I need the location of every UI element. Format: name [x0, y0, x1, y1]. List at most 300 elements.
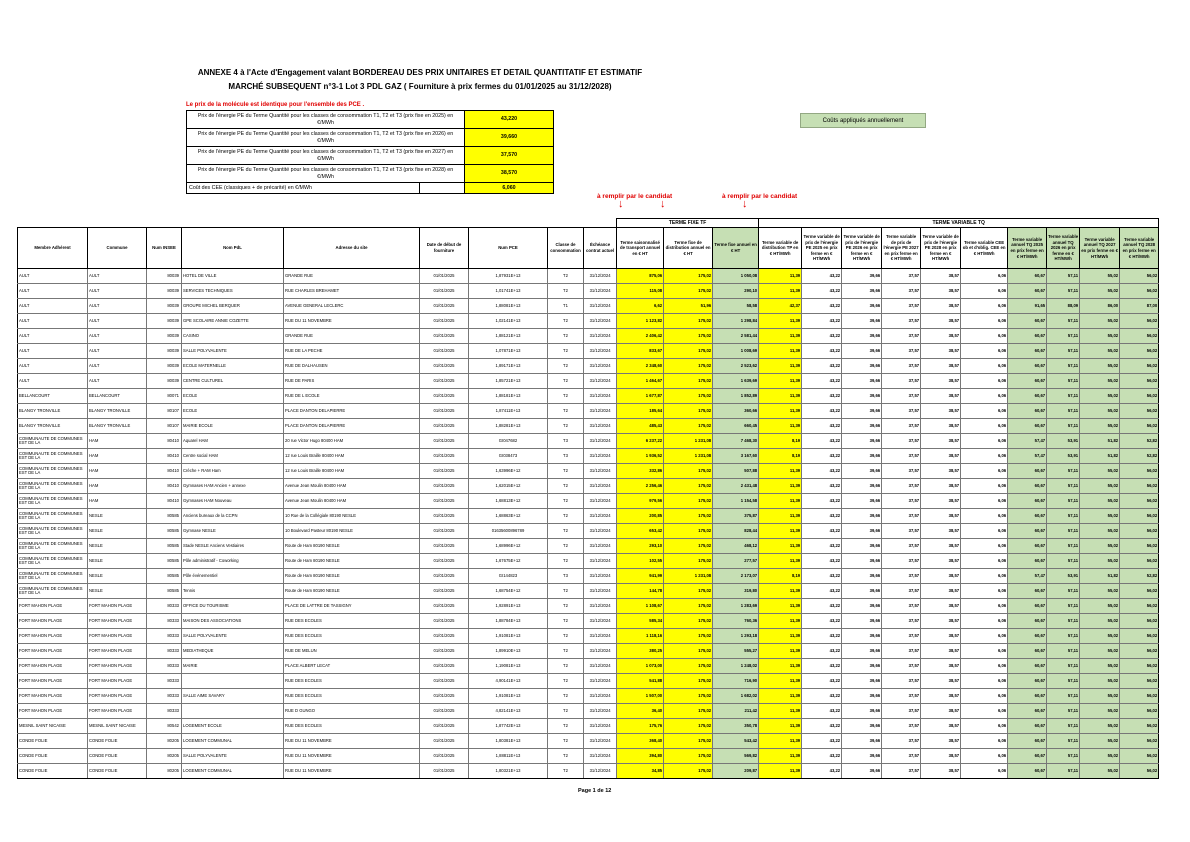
cell-tp: 11,39: [759, 344, 802, 359]
title-line-2: MARCHÉ SUBSEQUENT n°3-1 Lot 3 PDL GAZ ( Fourniture à prix fermes du 01/01/2025 au 31/12/2028): [228, 82, 612, 92]
cell-pce: 1,68863E+12: [469, 509, 548, 524]
cell-tq2025: 57,47: [1008, 569, 1047, 584]
cell-classe: T2: [548, 719, 584, 734]
title-line-1: ANNEXE 4 à l'Acte d'Engagement valant BORDEREAU DES PRIX UNITAIRES ET DETAIL QUANTITATIF ET ESTIMATIF: [197, 68, 643, 77]
cell-classe: T2: [548, 599, 584, 614]
cell-echeance: 31/12/2024: [584, 734, 617, 749]
cell-tq2028: 56,02: [1120, 404, 1159, 419]
cell-fixe_dist: 175,02: [664, 344, 713, 359]
cell-tp: 11,39: [759, 284, 802, 299]
cell-pe2028: 38,57: [921, 704, 961, 719]
cell-insee: 80585: [147, 524, 182, 539]
cell-transport: 485,43: [617, 419, 664, 434]
cell-tq2027: 55,02: [1080, 704, 1120, 719]
cell-pe2027: 37,57: [882, 284, 921, 299]
cell-classe: T2: [548, 749, 584, 764]
cell-tq2025: 60,67: [1008, 389, 1047, 404]
table-row: [18, 284, 1159, 299]
cell-debut: 01/01/2025: [420, 569, 469, 584]
cell-pce: 01635600896789: [469, 524, 548, 539]
cell-tp: 11,39: [759, 419, 802, 434]
cell-transport: 394,80: [617, 749, 664, 764]
cell-tq2026: 57,11: [1047, 494, 1080, 509]
cell-adresse: GRANDE RUE: [284, 269, 420, 284]
group-header-spacer: [18, 219, 617, 228]
cell-pe2027: 37,57: [882, 554, 921, 569]
cell-pe2027: 37,57: [882, 314, 921, 329]
cell-fixe_total: 1 298,84: [713, 314, 759, 329]
cell-tq2027: 55,02: [1080, 629, 1120, 644]
cell-echeance: 31/12/2024: [584, 329, 617, 344]
summary-label: Prix de l'énergie PE du Terme Quantité pour les classes de consommation T1, T2 et T3 (prix fixe en 2027) en €/MWh: [187, 147, 465, 165]
cell-fixe_total: 468,12: [713, 539, 759, 554]
cell-pe2028: 38,57: [921, 359, 961, 374]
cell-commune: HAM: [88, 479, 147, 494]
cell-echeance: 31/12/2024: [584, 404, 617, 419]
cell-tq2027: 55,02: [1080, 419, 1120, 434]
cell-transport: 144,78: [617, 584, 664, 599]
cell-nom: Pôle événementiel: [182, 569, 284, 584]
cell-transport: 941,99: [617, 569, 664, 584]
cell-pe2026: 39,66: [842, 359, 882, 374]
cell-pe2027: 37,57: [882, 509, 921, 524]
cell-adresse: PLACE DANTON DELAPIERRE: [284, 404, 420, 419]
table-row: [18, 464, 1159, 479]
cell-debut: 01/01/2025: [420, 284, 469, 299]
cell-fixe_dist: 175,02: [664, 494, 713, 509]
cell-fixe_total: 543,42: [713, 734, 759, 749]
cell-pe2026: 39,66: [842, 644, 882, 659]
table-row: [18, 674, 1159, 689]
cell-echeance: 31/12/2024: [584, 494, 617, 509]
cell-nom: MEDIATHEQUE: [182, 644, 284, 659]
cell-membre: CONDE FOLIE: [18, 764, 88, 779]
cell-classe: T2: [548, 674, 584, 689]
cell-classe: T2: [548, 554, 584, 569]
cell-commune: AULT: [88, 269, 147, 284]
cell-tq2026: 57,11: [1047, 659, 1080, 674]
cell-tq2028: 56,02: [1120, 704, 1159, 719]
cell-pe2027: 37,57: [882, 419, 921, 434]
cell-tq2028: 56,02: [1120, 524, 1159, 539]
cell-adresse: 12 rue Louis Braille 80400 HAM: [284, 449, 420, 464]
cell-pce: 1,07871E+13: [469, 344, 548, 359]
cell-debut: 01/01/2025: [420, 629, 469, 644]
cell-classe: T2: [548, 404, 584, 419]
cell-cee: 6,06: [961, 584, 1008, 599]
cell-pe2026: 39,66: [842, 299, 882, 314]
cell-debut: 01/01/2025: [420, 524, 469, 539]
cell-nom: Gymnase NESLE: [182, 524, 284, 539]
cell-tq2026: 57,11: [1047, 674, 1080, 689]
cell-tq2025: 60,67: [1008, 479, 1047, 494]
summary-value: 38,570: [465, 165, 554, 183]
cell-nom: Anciens bureaux de la CCPN: [182, 509, 284, 524]
cell-tq2028: 56,02: [1120, 479, 1159, 494]
cell-pe2027: 37,57: [882, 269, 921, 284]
cell-pe2027: 37,57: [882, 734, 921, 749]
cell-nom: SALLE POLYVALENTE: [182, 629, 284, 644]
cell-tq2027: 55,02: [1080, 719, 1120, 734]
cell-pe2028: 38,57: [921, 449, 961, 464]
cell-tq2025: 60,67: [1008, 674, 1047, 689]
cell-pce: GI144823: [469, 569, 548, 584]
cell-pe2028: 38,57: [921, 584, 961, 599]
cell-tq2025: 60,67: [1008, 314, 1047, 329]
cell-membre: CONDE FOLIE: [18, 734, 88, 749]
cell-pe2028: 38,57: [921, 344, 961, 359]
cell-pe2025: 43,22: [802, 329, 842, 344]
cell-echeance: 31/12/2024: [584, 434, 617, 449]
cell-tq2027: 55,02: [1080, 494, 1120, 509]
cell-pe2027: 37,57: [882, 434, 921, 449]
cell-commune: FORT MAHON PLAGE: [88, 644, 147, 659]
cell-membre: COMMUNAUTE DE COMMUNES EST DE LA: [18, 539, 88, 554]
cell-nom: MAIRIE: [182, 659, 284, 674]
cell-classe: T2: [548, 584, 584, 599]
cell-tq2027: 55,02: [1080, 614, 1120, 629]
cell-fixe_dist: 175,02: [664, 614, 713, 629]
cell-pce: 1,89910E+13: [469, 644, 548, 659]
column-header-transport: Terme saisonnalisé de transport annuel en € HT: [617, 228, 664, 269]
cell-nom: GROUPE MICHEL BERQUER: [182, 299, 284, 314]
cell-tq2025: 60,67: [1008, 584, 1047, 599]
cell-adresse: RUE DU 11 NOVEMBRE: [284, 764, 420, 779]
cell-pe2026: 39,66: [842, 599, 882, 614]
cell-adresse: PLACE DANTON DELAPIERRE: [284, 419, 420, 434]
cell-echeance: 31/12/2024: [584, 479, 617, 494]
cell-tq2026: 57,11: [1047, 629, 1080, 644]
cell-tq2026: 57,11: [1047, 704, 1080, 719]
cell-pe2028: 38,57: [921, 404, 961, 419]
cell-tp: 11,39: [759, 644, 802, 659]
cell-transport: 1 118,16: [617, 629, 664, 644]
cell-pe2028: 38,57: [921, 749, 961, 764]
table-row: [18, 449, 1159, 464]
cell-debut: 01/01/2025: [420, 419, 469, 434]
fill-annotation-2: à remplir par le candidat: [722, 193, 798, 200]
cell-tq2026: 57,11: [1047, 269, 1080, 284]
cell-nom: Gymnases HAM Ancien + annexe: [182, 479, 284, 494]
cell-pe2028: 38,57: [921, 479, 961, 494]
table-row: [18, 359, 1159, 374]
cell-classe: T2: [548, 659, 584, 674]
cell-commune: FORT MAHON PLAGE: [88, 614, 147, 629]
cell-fixe_dist: 175,02: [664, 689, 713, 704]
cell-pe2027: 37,57: [882, 404, 921, 419]
cell-pe2026: 39,66: [842, 689, 882, 704]
cell-nom: Crèche + RAM Ham: [182, 464, 284, 479]
cell-tq2026: 57,11: [1047, 314, 1080, 329]
cell-echeance: 31/12/2024: [584, 524, 617, 539]
cell-classe: T2: [548, 494, 584, 509]
cell-fixe_dist: 175,02: [664, 659, 713, 674]
cell-pe2025: 43,22: [802, 524, 842, 539]
table-row: [18, 389, 1159, 404]
cell-membre: COMMUNAUTE DE COMMUNES EST DE LA: [18, 524, 88, 539]
cell-classe: T2: [548, 614, 584, 629]
cell-tq2025: 60,67: [1008, 554, 1047, 569]
cell-pe2027: 37,57: [882, 569, 921, 584]
cell-pe2028: 38,57: [921, 419, 961, 434]
cell-tq2027: 55,02: [1080, 674, 1120, 689]
cell-tq2026: 57,11: [1047, 284, 1080, 299]
cell-echeance: 31/12/2024: [584, 659, 617, 674]
cell-tp: 11,39: [759, 494, 802, 509]
cell-classe: T2: [548, 644, 584, 659]
cell-tq2027: 55,02: [1080, 269, 1120, 284]
cell-cee: 6,06: [961, 464, 1008, 479]
cell-insee: 80585: [147, 509, 182, 524]
summary-label: Prix de l'énergie PE du Terme Quantité pour les classes de consommation T1, T2 et T3 (prix fixe en 2028) en €/MWh: [187, 165, 465, 183]
cell-pe2025: 43,22: [802, 584, 842, 599]
cell-pe2028: 38,57: [921, 524, 961, 539]
cell-tp: 11,39: [759, 524, 802, 539]
cell-fixe_dist: 175,02: [664, 284, 713, 299]
cell-transport: 653,42: [617, 524, 664, 539]
cell-adresse: RUE CHARLES BREHAMET: [284, 284, 420, 299]
cell-nom: [182, 674, 284, 689]
cell-pe2026: 39,66: [842, 764, 882, 779]
cell-cee: 6,06: [961, 404, 1008, 419]
cell-adresse: RUE DES ECOLES: [284, 629, 420, 644]
cell-fixe_dist: 175,02: [664, 509, 713, 524]
cell-insee: 80333: [147, 614, 182, 629]
cell-adresse: PLACE ALBERT LECAT: [284, 659, 420, 674]
table-row: [18, 749, 1159, 764]
cell-echeance: 31/12/2024: [584, 644, 617, 659]
cell-cee: 6,06: [961, 764, 1008, 779]
summary-row: [187, 183, 554, 194]
cell-echeance: 31/12/2024: [584, 719, 617, 734]
cell-pe2026: 39,66: [842, 389, 882, 404]
cell-tp: 11,39: [759, 734, 802, 749]
cell-insee: 80542: [147, 719, 182, 734]
cell-tq2026: 57,11: [1047, 419, 1080, 434]
cell-cee: 6,06: [961, 434, 1008, 449]
column-header-pe2027: Terme variable de prix de l'énergie PE 2027 en prix ferme en € HT/MWh: [882, 228, 921, 269]
summary-row: [187, 129, 554, 147]
cell-nom: LOGEMENT ECOLE: [182, 719, 284, 734]
table-row: [18, 269, 1159, 284]
cell-pe2028: 38,57: [921, 689, 961, 704]
cell-pe2026: 39,66: [842, 449, 882, 464]
cell-pe2026: 39,66: [842, 659, 882, 674]
cell-pe2025: 43,22: [802, 539, 842, 554]
cell-classe: T2: [548, 629, 584, 644]
cell-pce: 1,67675E+12: [469, 554, 548, 569]
cell-commune: BLANGY TRONVILLE: [88, 404, 147, 419]
cell-nom: SALLE AIME SAVARY: [182, 689, 284, 704]
cell-tq2027: 55,02: [1080, 584, 1120, 599]
cell-tp: 8,19: [759, 449, 802, 464]
cell-commune: NESLE: [88, 539, 147, 554]
cell-membre: COMMUNAUTE DE COMMUNES EST DE LA: [18, 479, 88, 494]
cell-echeance: 31/12/2024: [584, 674, 617, 689]
cell-pe2026: 39,66: [842, 494, 882, 509]
cell-fixe_total: 555,27: [713, 644, 759, 659]
cell-tq2026: 57,11: [1047, 644, 1080, 659]
cell-pe2028: 38,57: [921, 644, 961, 659]
cell-tp: 11,39: [759, 704, 802, 719]
cell-classe: T2: [548, 689, 584, 704]
cell-pe2026: 39,66: [842, 269, 882, 284]
cell-tq2025: 60,67: [1008, 644, 1047, 659]
cell-membre: FORT MAHON PLAGE: [18, 614, 88, 629]
cell-tq2028: 56,02: [1120, 584, 1159, 599]
cell-membre: COMMUNAUTE DE COMMUNES EST DE LA: [18, 434, 88, 449]
cell-nom: Pôle administratif - Coworking: [182, 554, 284, 569]
cell-tq2027: 55,02: [1080, 509, 1120, 524]
cell-membre: COMMUNAUTE DE COMMUNES EST DE LA: [18, 494, 88, 509]
cell-commune: CONDE FOLIE: [88, 734, 147, 749]
cell-pce: 1,88181E+13: [469, 389, 548, 404]
cell-pce: 1,63996E+12: [469, 464, 548, 479]
cell-echeance: 31/12/2024: [584, 614, 617, 629]
table-row: [18, 479, 1159, 494]
cell-cee: 6,06: [961, 644, 1008, 659]
cell-tp: 11,39: [759, 539, 802, 554]
cell-tp: 11,39: [759, 614, 802, 629]
cell-classe: T2: [548, 314, 584, 329]
table-row: [18, 299, 1159, 314]
cell-tq2028: 56,02: [1120, 509, 1159, 524]
column-header-insee: Num INSEE: [147, 228, 182, 269]
cell-pe2027: 37,57: [882, 524, 921, 539]
cell-cee: 6,06: [961, 509, 1008, 524]
cell-pe2028: 38,57: [921, 614, 961, 629]
cell-tp: 11,39: [759, 554, 802, 569]
cell-echeance: 31/12/2024: [584, 449, 617, 464]
cell-transport: 1 073,00: [617, 659, 664, 674]
cell-pce: 1,88281E+13: [469, 419, 548, 434]
cell-pe2026: 39,66: [842, 284, 882, 299]
cell-pe2025: 43,22: [802, 689, 842, 704]
cell-pe2025: 43,22: [802, 704, 842, 719]
cell-pce: 1,02141E+13: [469, 314, 548, 329]
cell-pe2026: 39,66: [842, 464, 882, 479]
cell-cee: 6,06: [961, 494, 1008, 509]
cell-insee: 80585: [147, 584, 182, 599]
cell-pce: 1,68996E+12: [469, 539, 548, 554]
cell-cee: 6,06: [961, 389, 1008, 404]
cell-insee: 80333: [147, 704, 182, 719]
cell-nom: CENTRE CULTUREL: [182, 374, 284, 389]
cell-insee: 80333: [147, 644, 182, 659]
cell-debut: 01/01/2025: [420, 434, 469, 449]
cell-classe: T2: [548, 389, 584, 404]
cell-classe: T1: [548, 299, 584, 314]
summary-label: Prix de l'énergie PE du Terme Quantité pour les classes de consommation T1, T2 et T3 (prix fixe en 2025) en €/MWh: [187, 111, 465, 129]
cell-tq2027: 55,02: [1080, 329, 1120, 344]
cell-nom: Centre social HAM: [182, 449, 284, 464]
cell-commune: BLANGY TRONVILLE: [88, 419, 147, 434]
cell-tq2028: 56,02: [1120, 419, 1159, 434]
cell-tq2025: 60,67: [1008, 344, 1047, 359]
cell-cee: 6,06: [961, 374, 1008, 389]
cell-fixe_dist: 175,02: [664, 629, 713, 644]
cell-debut: 01/01/2025: [420, 374, 469, 389]
cell-fixe_total: 660,45: [713, 419, 759, 434]
cell-echeance: 31/12/2024: [584, 344, 617, 359]
cell-tq2025: 91,65: [1008, 299, 1047, 314]
cell-adresse: Route de Ham 80190 NESLE: [284, 539, 420, 554]
cell-nom: LOGEMENT COMMUNAL: [182, 764, 284, 779]
summary-row: [187, 147, 554, 165]
cell-pe2025: 43,22: [802, 299, 842, 314]
table-row: [18, 689, 1159, 704]
cell-tq2027: 51,82: [1080, 434, 1120, 449]
cell-adresse: Route de Ham 80190 NESLE: [284, 554, 420, 569]
cell-debut: 01/01/2025: [420, 749, 469, 764]
cell-adresse: AVENUE GENERAL LECLERC: [284, 299, 420, 314]
cell-cee: 6,06: [961, 749, 1008, 764]
cell-fixe_total: 7 468,30: [713, 434, 759, 449]
table-row: [18, 509, 1159, 524]
cell-tq2027: 51,82: [1080, 569, 1120, 584]
cell-fixe_total: 828,44: [713, 524, 759, 539]
cell-tq2027: 55,02: [1080, 359, 1120, 374]
cell-echeance: 31/12/2024: [584, 584, 617, 599]
cell-tq2025: 60,67: [1008, 419, 1047, 434]
cell-pe2027: 37,57: [882, 494, 921, 509]
cell-pe2028: 38,57: [921, 299, 961, 314]
cell-pe2028: 38,57: [921, 629, 961, 644]
cell-fixe_total: 319,80: [713, 584, 759, 599]
cell-debut: 01/01/2025: [420, 719, 469, 734]
cell-insee: 80205: [147, 734, 182, 749]
cell-transport: 2 348,60: [617, 359, 664, 374]
cell-pe2028: 38,57: [921, 464, 961, 479]
cell-membre: FORT MAHON PLAGE: [18, 704, 88, 719]
cell-insee: 80333: [147, 599, 182, 614]
cell-tq2027: 55,02: [1080, 689, 1120, 704]
cell-debut: 01/01/2025: [420, 509, 469, 524]
cell-transport: 1 108,67: [617, 599, 664, 614]
summary-value: 43,220: [465, 111, 554, 129]
cell-fixe_total: 211,42: [713, 704, 759, 719]
cell-pe2026: 39,66: [842, 629, 882, 644]
cell-pce: 1,80381E+13: [469, 734, 548, 749]
cell-tp: 11,39: [759, 629, 802, 644]
cell-echeance: 31/12/2024: [584, 629, 617, 644]
cell-transport: 200,85: [617, 509, 664, 524]
cell-commune: NESLE: [88, 569, 147, 584]
table-row: [18, 584, 1159, 599]
cell-pce: GI038473: [469, 449, 548, 464]
cell-pe2026: 39,66: [842, 314, 882, 329]
cell-membre: FORT MAHON PLAGE: [18, 689, 88, 704]
column-header-tq2026: Terme variable annuel TQ 2026 en prix ferme en € HT/MWh: [1047, 228, 1080, 269]
cell-tq2025: 60,67: [1008, 539, 1047, 554]
cell-classe: T2: [548, 269, 584, 284]
cell-tq2027: 55,02: [1080, 464, 1120, 479]
cell-classe: T2: [548, 704, 584, 719]
cell-tp: 11,39: [759, 359, 802, 374]
cell-adresse: Avenue Jean Moulin 80400 HAM: [284, 479, 420, 494]
cell-pce: 4,90141E+13: [469, 674, 548, 689]
cell-membre: BLANGY TRONVILLE: [18, 419, 88, 434]
cell-debut: 01/01/2025: [420, 644, 469, 659]
cell-tq2026: 57,11: [1047, 614, 1080, 629]
cell-membre: FORT MAHON PLAGE: [18, 644, 88, 659]
cell-cee: 6,06: [961, 629, 1008, 644]
cell-commune: FORT MAHON PLAGE: [88, 629, 147, 644]
cell-pce: 1,88081E+13: [469, 299, 548, 314]
cell-cee: 6,06: [961, 554, 1008, 569]
cell-commune: AULT: [88, 329, 147, 344]
cell-echeance: 31/12/2024: [584, 764, 617, 779]
